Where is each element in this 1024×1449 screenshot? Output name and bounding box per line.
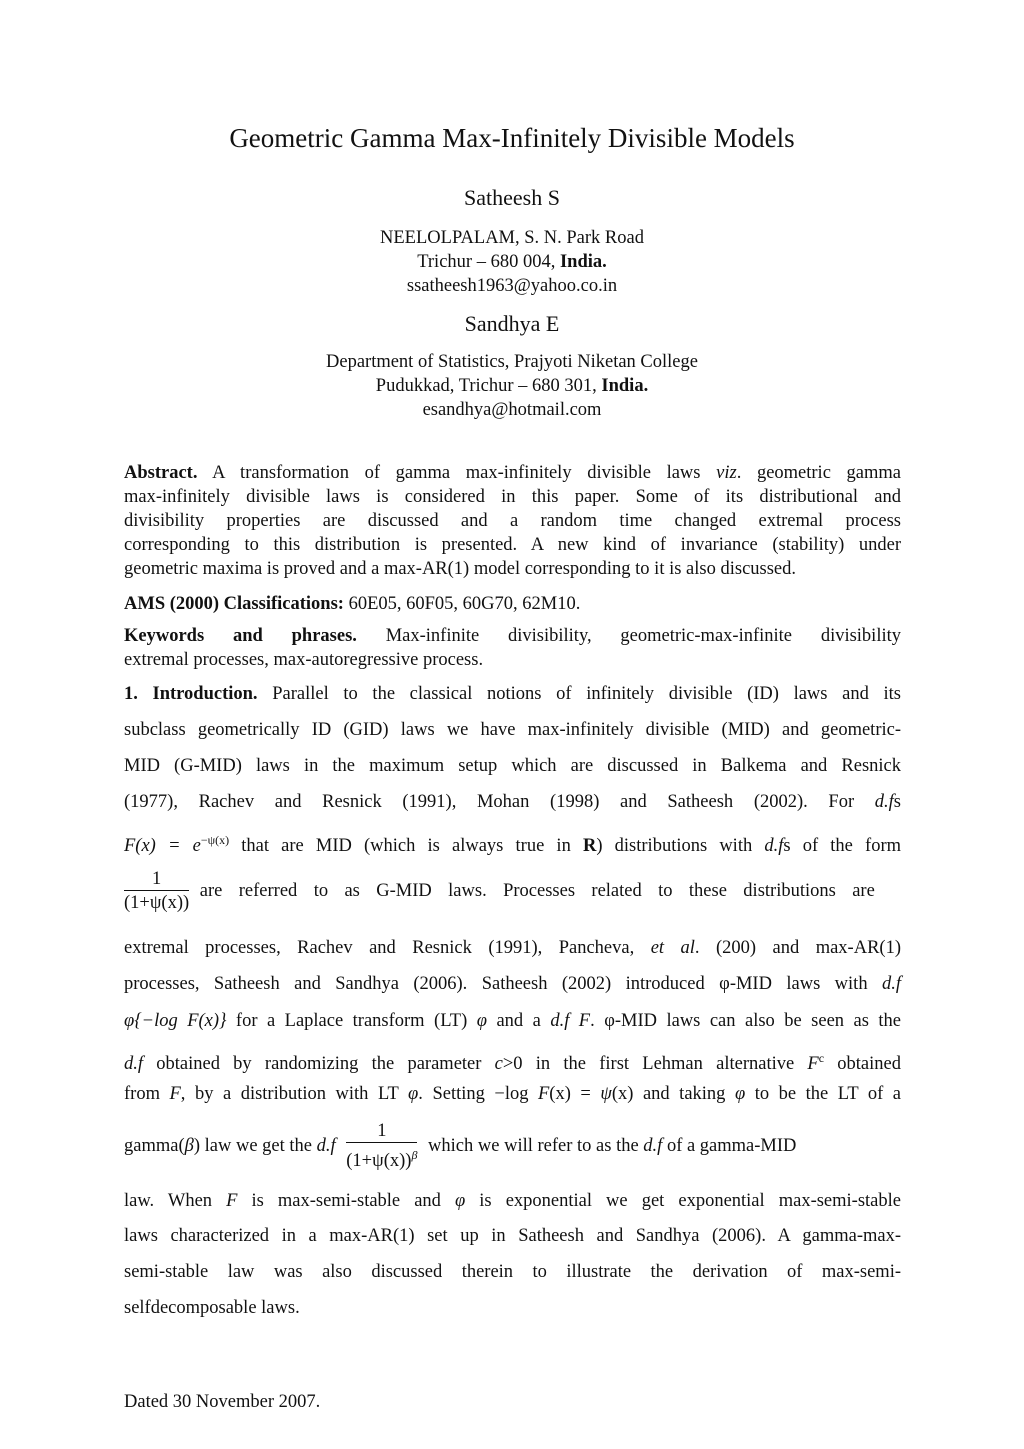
intro-line: gamma(β) law we get the d.f $\frac{1}{(1+\psi(x))^\beta}$ which we will refer to as the d.f of a gamma-MID <box>124 1121 797 1172</box>
equation: F(x) = e <box>124 836 201 857</box>
fraction-gamma-mid: $\frac{1}{(1+\psi(x))^\beta}$ <box>346 1121 418 1172</box>
address-line: Department of Statistics, Prajyoti Niketan College <box>326 352 698 372</box>
author-name-2: Sandhya E <box>464 311 560 336</box>
abstract-label: Abstract. <box>124 463 198 483</box>
address-line: Trichur – 680 004, India. <box>417 252 607 272</box>
country: India. <box>559 252 607 272</box>
keywords: Keywords and phrases. Max-infinite divisibility, geometric-max-infinite divisibility extremal processes, max-autoregressive process. <box>124 626 901 670</box>
fraction-gmid: $\frac{1}{(1+\psi(x))}$ <box>124 869 190 913</box>
intro-line: 1. Introduction. Parallel to the classical notions of infinitely divisible (ID) laws and its <box>124 684 901 704</box>
intro-line: subclass geometrically ID (GID) laws we have max-infinitely divisible (MID) and geometric- <box>124 720 901 740</box>
intro-line: MID (G-MID) laws in the maximum setup which are discussed in Balkema and Resnick <box>124 756 901 776</box>
author-affiliation-2 <box>0 350 1024 422</box>
address-line: Pudukkad, Trichur – 680 301, India. <box>375 376 649 396</box>
ams-label: AMS (2000) Classifications: <box>124 594 344 614</box>
intro-line: from F, by a distribution with LT φ. Setting −log F(x) = ψ(x) and taking φ to be the LT of a <box>124 1084 901 1104</box>
author-name-1: Satheesh S <box>464 185 560 210</box>
date-footnote: Dated 30 November 2007. <box>124 1392 321 1412</box>
intro-line: law. When F is max-semi-stable and φ is exponential we get exponential max-semi-stable <box>124 1191 901 1211</box>
introduction-section <box>124 682 901 1342</box>
author-email-2: esandhya@hotmail.com <box>422 400 602 420</box>
abstract-line: max-infinitely divisible laws is considered in this paper. Some of its distributional and <box>124 487 901 507</box>
intro-line: φ{−log F(x)} for a Laplace transform (LT) φ and a d.f F. φ-MID laws can also be seen as the <box>124 1011 901 1031</box>
equation: φ{−log F(x)} <box>124 1011 227 1031</box>
intro-line: $\frac{1}{(1+\psi(x))}$ are referred to as G-MID laws. Processes related to these distributions are <box>124 869 875 913</box>
intro-line: semi-stable law was also discussed therein to illustrate the derivation of max-semi- <box>124 1262 901 1282</box>
author-email-1: ssatheesh1963@yahoo.co.in <box>406 276 618 296</box>
abstract-line: divisibility properties are discussed and a random time changed extremal process <box>124 511 901 531</box>
abstract <box>124 461 901 581</box>
intro-line: (1977), Rachev and Resnick (1991), Mohan (1998) and Satheesh (2002). For d.fs <box>124 792 901 812</box>
author-affiliation-1 <box>0 226 1024 298</box>
abstract-line: corresponding to this distribution is presented. A new kind of invariance (stability) under <box>124 535 901 555</box>
country: India. <box>601 376 649 396</box>
intro-line: processes, Satheesh and Sandhya (2006). Satheesh (2002) introduced φ-MID laws with d.f <box>124 974 901 994</box>
intro-line: laws characterized in a max-AR(1) set up in Satheesh and Sandhya (2006). A gamma-max- <box>124 1226 901 1246</box>
intro-heading: 1. Introduction. <box>124 684 258 704</box>
ams-classifications: AMS (2000) Classifications: 60E05, 60F05, 60G70, 62M10. <box>124 594 581 614</box>
intro-line: selfdecomposable laws. <box>124 1298 300 1318</box>
paper-title: Geometric Gamma Max-Infinitely Divisible Models <box>229 123 795 153</box>
abstract-line: geometric maxima is proved and a max-AR(1) model corresponding to it is also discussed. <box>124 559 797 579</box>
intro-line: $F(x) = e^{-\psi(x)}$ that are MID (which is always true in R) distributions with d.fs of the form <box>124 833 902 857</box>
keywords-label: Keywords and phrases. <box>124 626 357 646</box>
address-line: NEELOLPALAM, S. N. Park Road <box>380 228 644 248</box>
intro-line: d.f obtained by randomizing the parameter c>0 in the first Lehman alternative $F^c$ obtained <box>124 1051 901 1075</box>
intro-line: extremal processes, Rachev and Resnick (1991), Pancheva, et al. (200) and max-AR(1) <box>124 938 901 958</box>
abstract-line: Abstract. A transformation of gamma max-infinitely divisible laws viz. geometric gamma <box>124 463 902 483</box>
